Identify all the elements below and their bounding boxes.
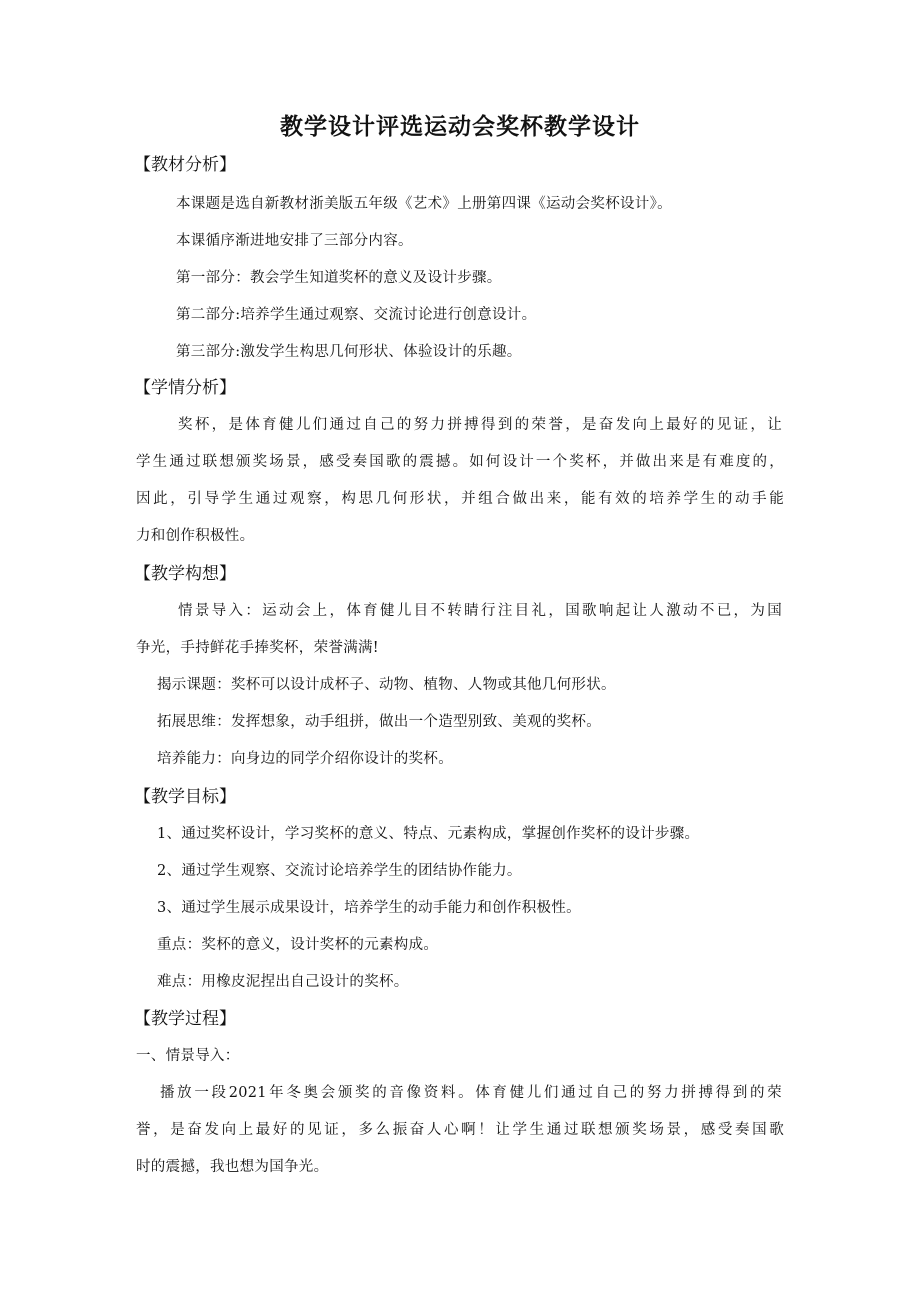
paragraph-line: 1、通过奖杯设计，学习奖杯的意义、特点、元素构成，掌握创作奖杯的设计步骤。 <box>157 826 700 842</box>
paragraph-line: 本课循序渐进地安排了三部分内容。 <box>176 233 413 249</box>
paragraph-line: 揭示课题：奖杯可以设计成杯子、动物、植物、人物或其他几何形状。 <box>157 677 616 693</box>
paragraph-line: 2、通过学生观察、交流讨论培养学生的团结协作能力。 <box>157 863 522 879</box>
paragraph-line: 3、通过学生展示成果设计，培养学生的动手能力和创作积极性。 <box>157 900 581 916</box>
paragraph-line: 第二部分:培养学生通过观察、交流讨论进行创意设计。 <box>176 307 537 323</box>
paragraph-line: 播放一段2021年冬奥会颁奖的音像资料。体育健儿们通过自己的努力拼搏得到的荣 <box>160 1085 782 1101</box>
section-heading-concept: 【教学构想】 <box>134 564 236 584</box>
paragraph-line: 学生通过联想颁奖场景，感受奏国歌的震撼。如何设计一个奖杯，并做出来是有难度的， <box>136 454 784 470</box>
paragraph-line: 一、情景导入： <box>136 1048 240 1064</box>
paragraph-line: 培养能力：向身边的同学介绍你设计的奖杯。 <box>157 751 453 767</box>
paragraph-line: 本课题是选自新教材浙美版五年级《艺术》上册第四课《运动会奖杯设计》。 <box>176 196 672 212</box>
section-heading-materials: 【教材分析】 <box>134 155 236 175</box>
document-title: 教学设计评选运动会奖杯教学设计 <box>280 114 640 140</box>
paragraph-line: 拓展思维：发挥想象，动手组拼，做出一个造型别致、美观的奖杯。 <box>157 714 601 730</box>
section-heading-students: 【学情分析】 <box>134 378 236 398</box>
paragraph-line: 争光，手持鲜花手捧奖杯，荣誉满满! <box>136 640 379 656</box>
paragraph-line: 因此，引导学生通过观察，构思几何形状，并组合做出来，能有效的培养学生的动手能 <box>136 491 784 507</box>
paragraph-line: 重点：奖杯的意义，设计奖杯的元素构成。 <box>157 937 439 953</box>
paragraph-line: 第三部分:激发学生构思几何形状、体验设计的乐趣。 <box>176 344 522 360</box>
section-heading-process: 【教学过程】 <box>134 1009 236 1029</box>
paragraph-line: 难点：用橡皮泥捏出自己设计的奖杯。 <box>157 974 409 990</box>
paragraph-line: 誉，是奋发向上最好的见证，多么振奋人心啊！让学生通过联想颁奖场景，感受奏国歌 <box>136 1122 784 1138</box>
paragraph-line: 奖杯，是体育健儿们通过自己的努力拼搏得到的荣誉，是奋发向上最好的见证，让 <box>178 417 782 433</box>
section-heading-goals: 【教学目标】 <box>134 787 236 807</box>
paragraph-line: 时的震撼，我也想为国争光。 <box>136 1159 329 1175</box>
paragraph-line: 情景导入：运动会上，体育健儿目不转睛行注目礼，国歌响起让人激动不已，为国 <box>178 603 782 619</box>
paragraph-line: 力和创作积极性。 <box>136 528 255 544</box>
paragraph-line: 第一部分：教会学生知道奖杯的意义及设计步骤。 <box>176 270 502 286</box>
